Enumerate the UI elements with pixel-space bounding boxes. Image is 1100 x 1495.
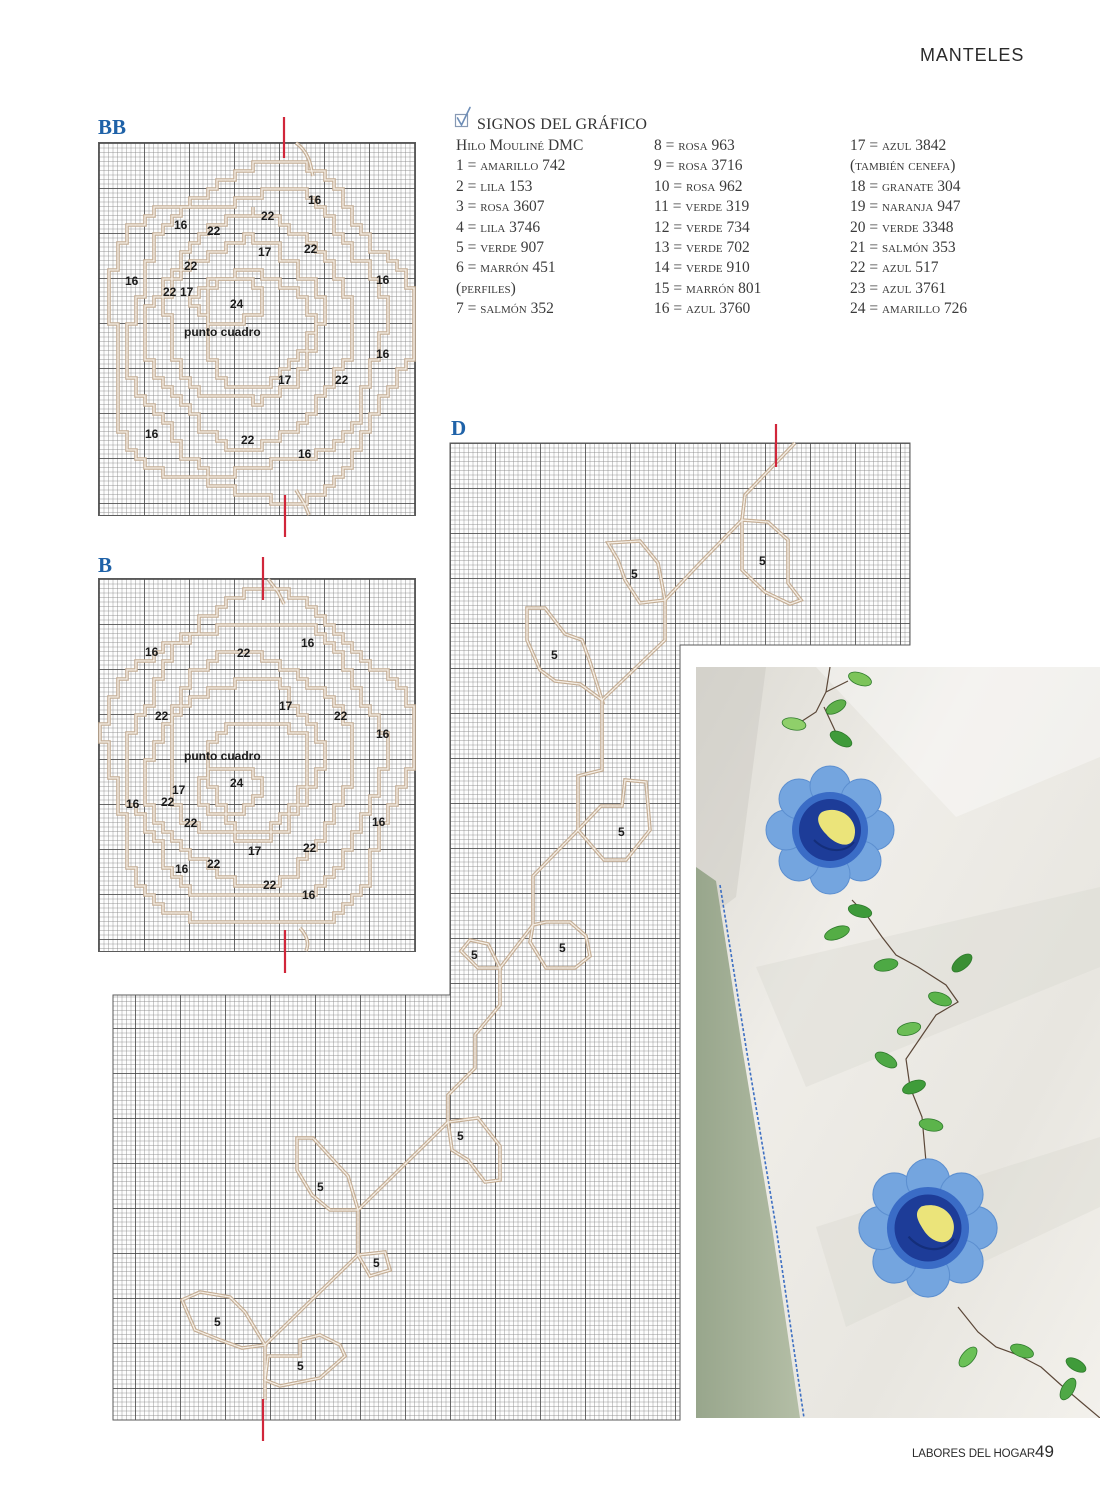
chart-b-symbol-label: 16	[175, 862, 189, 876]
chart-d-symbol-label: 5	[618, 825, 625, 839]
chart-d-symbol-label: 5	[457, 1129, 464, 1143]
chart-d-symbol-label: 5	[214, 1315, 221, 1329]
chart-bb-symbol-label: 22	[207, 224, 221, 238]
legend-column-2	[654, 136, 761, 320]
legend-entry: 4 = lila 3746	[456, 218, 541, 236]
legend-entry: (también cenefa)	[850, 157, 956, 175]
legend-entry: 15 = marrón 801	[654, 279, 762, 297]
chart-bb-symbol-label: 16	[145, 427, 159, 441]
chart-b-symbol-label: 16	[372, 815, 386, 829]
chart-b-symbol-label: 22	[237, 646, 251, 660]
legend-entry: 14 = verde 910	[654, 259, 750, 277]
legend-entry: 9 = rosa 3716	[654, 157, 743, 175]
chart-bb-symbol-label: 17	[180, 285, 194, 299]
chart-b-symbol-label: 22	[303, 841, 317, 855]
chart-bb-symbol-label: 16	[308, 193, 322, 207]
chart-bb-symbol-label: 16	[376, 273, 390, 287]
chart-bb-symbol-label: 22	[261, 209, 275, 223]
legend-entry: 24 = amarillo 726	[850, 300, 968, 318]
chart-b-symbol-label: 17	[248, 844, 262, 858]
chart-b-symbol-label: punto cuadro	[184, 749, 261, 763]
chart-bb-symbol-label: 16	[376, 347, 390, 361]
chart-bb-title: BB	[98, 115, 127, 139]
legend-entry: 7 = salmón 352	[456, 300, 554, 318]
embroidered-tablecloth-photo	[696, 667, 1100, 1418]
legend-entry: 13 = verde 702	[654, 239, 750, 257]
chart-d-symbol-label: 5	[471, 948, 478, 962]
chart-d-symbol-label: 5	[631, 567, 638, 581]
chart-bb-symbol-label: 22	[184, 259, 198, 273]
chart-bb-symbol-label: 22	[304, 242, 318, 256]
chart-b-symbol-label: 16	[126, 797, 140, 811]
chart-d-title: D	[451, 416, 467, 440]
chart-b-symbol-label: 22	[263, 878, 277, 892]
legend-entry: 22 = azul 517	[850, 259, 939, 277]
chart-b-symbol-label: 17	[172, 783, 186, 797]
chart-b-symbol-label: 16	[301, 636, 315, 650]
legend-entry: 19 = naranja 947	[850, 198, 961, 216]
chart-d-symbol-label: 5	[373, 1256, 380, 1270]
chart-bb-symbol-label: 22	[335, 373, 349, 387]
chart-d-symbol-label: 5	[559, 941, 566, 955]
embroidered-blue-flower	[859, 1159, 997, 1297]
section-title: MANTELES	[920, 45, 1025, 65]
chart-b-symbol-label: 16	[302, 888, 316, 902]
legend-entry: 8 = rosa 963	[654, 137, 735, 154]
chart-d-symbol-label: 5	[551, 648, 558, 662]
legend-title: SIGNOS DEL GRÁFICO	[477, 116, 648, 133]
chart-bb-symbol-label: 22	[163, 285, 177, 299]
magazine-name: LABORES DEL HOGAR	[912, 1448, 1036, 1460]
chart-bb-symbol-label: 17	[258, 245, 272, 259]
legend-entry: 17 = azul 3842	[850, 137, 947, 154]
legend-entry: 23 = azul 3761	[850, 279, 947, 297]
chart-b-symbol-label: 22	[207, 857, 221, 871]
legend-column-1	[456, 136, 583, 320]
legend-entry: 6 = marrón 451	[456, 259, 556, 277]
chart-b-symbol-label: 22	[155, 709, 169, 723]
checkbox-checked-icon	[454, 106, 474, 130]
chart-b-symbol-label: 17	[279, 699, 293, 713]
chart-b-symbol-label: 22	[161, 795, 175, 809]
chart-b-title: B	[98, 553, 113, 577]
legend-entry: 2 = lila 153	[456, 177, 533, 195]
legend-entry: 1 = amarillo 742	[456, 157, 566, 175]
legend-entry: 21 = salmón 353	[850, 239, 956, 257]
legend-entry: 5 = verde 907	[456, 239, 545, 257]
chart-d-symbol-label: 5	[759, 554, 766, 568]
embroidered-blue-flower	[766, 766, 894, 894]
chart-b-symbol-label: 16	[145, 645, 159, 659]
legend-entry: 16 = azul 3760	[654, 300, 751, 318]
legend-entry: 18 = granate 304	[850, 177, 961, 195]
legend-entry: 11 = verde 319	[654, 198, 750, 216]
chart-bb-symbol-label: 16	[174, 218, 188, 232]
legend-entry: 20 = verde 3348	[850, 218, 954, 236]
legend-entry: 12 = verde 734	[654, 218, 750, 236]
chart-b-symbol-label: 22	[334, 709, 348, 723]
chart-d-symbol-label: 5	[297, 1359, 304, 1373]
chart-d-symbol-label: 5	[317, 1180, 324, 1194]
page-number: 49	[1035, 1442, 1054, 1461]
chart-b-symbol-label: 16	[376, 727, 390, 741]
legend-entry: (perfiles)	[456, 279, 516, 297]
legend-thread-brand: Hilo Mouliné DMC	[456, 137, 584, 154]
chart-bb-symbol-label: 16	[298, 447, 312, 461]
legend-column-3	[850, 136, 967, 320]
chart-bb-symbol-label: 16	[125, 274, 139, 288]
chart-bb-symbol-label: 22	[241, 433, 255, 447]
chart-bb-symbol-label: punto cuadro	[184, 325, 261, 339]
chart-bb-symbol-label: 24	[230, 297, 244, 311]
chart-b-symbol-label: 24	[230, 776, 244, 790]
chart-bb-symbol-label: 17	[278, 373, 292, 387]
legend-entry: 10 = rosa 962	[654, 177, 743, 195]
legend-entry: 3 = rosa 3607	[456, 198, 545, 216]
chart-b-symbol-label: 22	[184, 816, 198, 830]
